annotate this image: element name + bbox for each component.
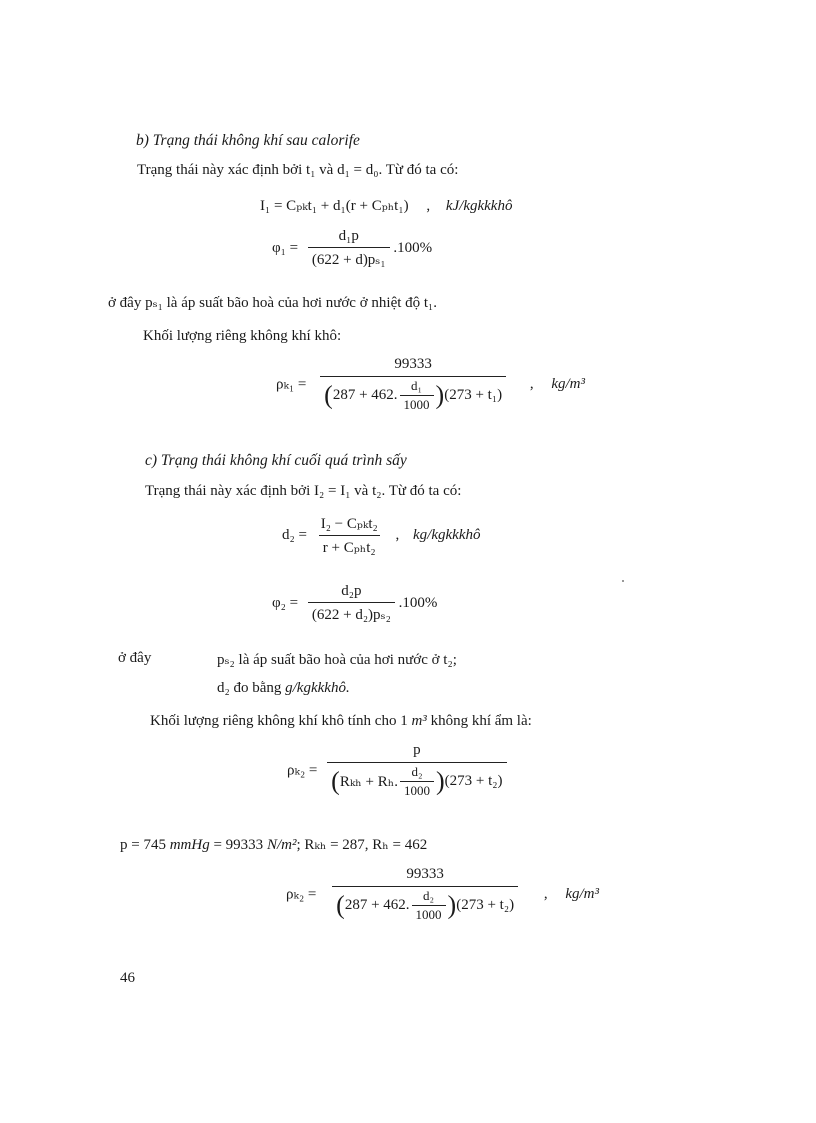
rho2-inner-fraction: [400, 765, 434, 798]
density-title-c-unit: m³: [411, 713, 427, 729]
rho1-inner-fraction: [400, 379, 434, 412]
rho2b-inner-den: 1000: [412, 905, 446, 922]
section-b-heading: b) Trạng thái không khí sau calorife: [136, 132, 360, 149]
equation-phi1: [272, 228, 432, 269]
rho1-den-b: (273 + t₁): [444, 387, 503, 403]
rho1-denominator: (287 + 462. $\frac{\text{d₁}}{1000}$ )(273 + t₁): [320, 376, 506, 412]
density-title-c-a: Khối lượng riêng không khí khô tính cho 1: [150, 713, 408, 729]
equation-rho2-numeric: ρₖ₂ = 99333 (287 + 462. $\frac{\text{d₂}}{1000}$ )(273 + t₂) , kg/m³: [286, 866, 599, 922]
rho2b-lhs: ρₖ₂ =: [286, 886, 317, 903]
equation-I1-unit: kJ/kgkkkhô: [445, 198, 513, 214]
rho2b-inner-num: d₂: [423, 888, 435, 903]
where-line-1: pₛ₂ là áp suất bão hoà của hơi nước ở t₂;: [217, 652, 457, 668]
rho2-denominator: (Rₖₕ + Rₕ. $\frac{\text{d₂}}{1000}$ )(273 + t₂): [327, 762, 506, 798]
phi1-lhs: φ₁ =: [272, 240, 299, 256]
constants-unit-2: N/m²: [266, 837, 297, 853]
equation-d2: d₂ = $\frac{\text{I₂ − Cₚₖt₂}}{\text{r + Cₚₕt₂}}$ , kg/kgkkkhô: [282, 516, 481, 556]
rho1-inner-den: 1000: [400, 395, 434, 412]
rho1-numerator: 99333: [394, 356, 432, 372]
d2-lhs: d₂ =: [282, 527, 307, 543]
d2-denominator: r + Cₚₕt₂: [319, 535, 380, 557]
phi1-denominator: (622 + d)pₛ₁: [308, 247, 390, 269]
constants-b: = 99333: [213, 837, 264, 853]
d2-fraction: [317, 514, 382, 557]
constants-c: ; Rₖₕ = 287, Rₕ = 462: [296, 837, 428, 853]
d2-numerator: I₂ − Cₚₖt₂: [320, 516, 378, 532]
equation-phi2: [272, 583, 437, 624]
phi1-tail: .100%: [393, 240, 433, 256]
rho2b-denominator: (287 + 462. $\frac{\text{d₂}}{1000}$ )(273 + t₂): [332, 886, 518, 922]
phi2-tail: .100%: [398, 595, 438, 611]
note-ps1: ở đây pₛ₁ là áp suất bão hoà của hơi nước ở nhiệt độ t₁.: [108, 295, 438, 311]
section-c-intro: Trạng thái này xác định bởi I₂ = I₁ và t₂. Từ đó ta có:: [145, 483, 462, 499]
phi2-numerator: d₂p: [341, 583, 362, 599]
rho2-den-b: (273 + t₂): [444, 773, 503, 789]
scan-speck: [622, 580, 624, 582]
rho2b-den-b: (273 + t₂): [456, 897, 515, 913]
equation-I1: I₁ = Cₚₖt₁ + d₁(r + Cₚₕt₁) , kJ/kgkkkhô: [260, 198, 513, 214]
density-title-b: Khối lượng riêng không khí khô:: [143, 328, 342, 344]
rho1-unit: kg/m³: [551, 375, 585, 392]
rho1-inner-num: d₁: [411, 378, 423, 393]
constants-unit-1: mmHg: [169, 837, 210, 853]
phi1-numerator: d₁p: [338, 228, 359, 244]
equation-rho2: [287, 742, 507, 798]
where-line-2-unit: g/kgkkkhô.: [285, 680, 350, 696]
constants-line: [120, 835, 427, 854]
d2-unit: kg/kgkkkhô: [413, 527, 481, 543]
rho2b-inner-fraction: [412, 889, 446, 922]
rho2-den-a: Rₖₕ + Rₕ.: [339, 774, 398, 790]
rho1-den-a: 287 + 462.: [332, 387, 398, 403]
constants-a: p = 745: [120, 837, 166, 853]
rho2-fraction: [327, 742, 506, 798]
equation-rho1: ρₖ₁ = 99333 (287 + 462. $\frac{\text{d₁}}{1000}$ )(273 + t₁) , kg/m³: [276, 356, 585, 412]
rho2b-den-a: 287 + 462.: [344, 897, 410, 913]
rho2b-numerator: 99333: [406, 866, 444, 882]
phi2-fraction: [308, 583, 395, 624]
rho2-inner-num: d₂: [411, 764, 423, 779]
where-label: ở đây: [118, 650, 152, 666]
section-c-heading: c) Trạng thái không khí cuối quá trình sấy: [145, 452, 407, 469]
where-line-2-text: d₂ đo bằng: [217, 680, 282, 696]
rho2-lhs: ρₖ₂ =: [287, 762, 318, 779]
rho2-inner-den: 1000: [400, 781, 434, 798]
rho1-fraction: [320, 356, 506, 412]
density-title-c-b: không khí ẩm là:: [430, 713, 532, 729]
density-title-c: [150, 713, 532, 730]
rho2b-unit: kg/m³: [565, 885, 599, 902]
phi2-lhs: φ₂ =: [272, 595, 299, 611]
phi2-denominator: (622 + d₂)pₛ₂: [308, 602, 395, 624]
rho2-numerator: p: [413, 742, 421, 758]
section-b-intro: Trạng thái này xác định bởi t₁ và d₁ = d₀. Từ đó ta có:: [137, 162, 459, 178]
phi1-fraction: [308, 228, 390, 269]
where-line-2: [217, 680, 350, 697]
rho1-lhs: ρₖ₁ =: [276, 376, 307, 393]
page-number: 46: [120, 970, 135, 986]
rho2b-fraction: [332, 866, 518, 922]
equation-I1-expr: I₁ = Cₚₖt₁ + d₁(r + Cₚₕt₁): [260, 198, 409, 214]
